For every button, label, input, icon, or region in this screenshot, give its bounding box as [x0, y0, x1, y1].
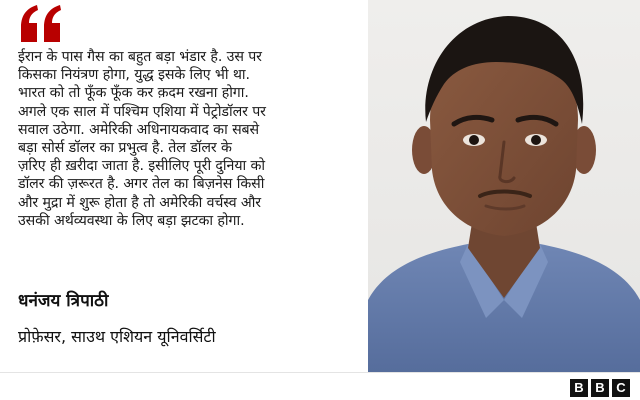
author-title: प्रोफ़ेसर, साउथ एशियन यूनिवर्सिटी	[18, 327, 216, 346]
portrait-photo	[368, 0, 640, 372]
quote-mark-icon	[18, 4, 64, 44]
portrait-illustration	[368, 0, 640, 372]
bbc-logo	[570, 379, 630, 397]
author-name: धनंजय त्रिपाठी	[18, 291, 109, 311]
bbc-logo-letter: C	[612, 379, 630, 397]
bbc-logo-letter: B	[591, 379, 609, 397]
bbc-logo-letter: B	[570, 379, 588, 397]
quote-text: ईरान के पास गैस का बहुत बड़ा भंडार है. उस पर किसका नियंत्रण होगा, युद्ध इसके लिए भी था. भारत को तो फूँक फूँक कर क़दम रखना होगा. अगले एक साल में पश्चिम एशिया में पेट्रोडॉलर पर सवाल उठेगा. अमेरिकी अधिनायकवाद का सबसे बड़ा सोर्स डॉलर का प्रभुत्व है. तेल डॉलर के ज़रिए ही ख़रीदा जाता है. इसीलिए पूरी दुनिया को डॉलर की ज़रूरत है. अगर तेल का बिज़नेस किसी और मुद्रा में शुरू होता है तो अमेरिकी वर्चस्व और उसकी अर्थव्यवस्था के लिए बड़ा झटका होगा.	[18, 49, 266, 229]
footer-strip	[0, 372, 640, 400]
